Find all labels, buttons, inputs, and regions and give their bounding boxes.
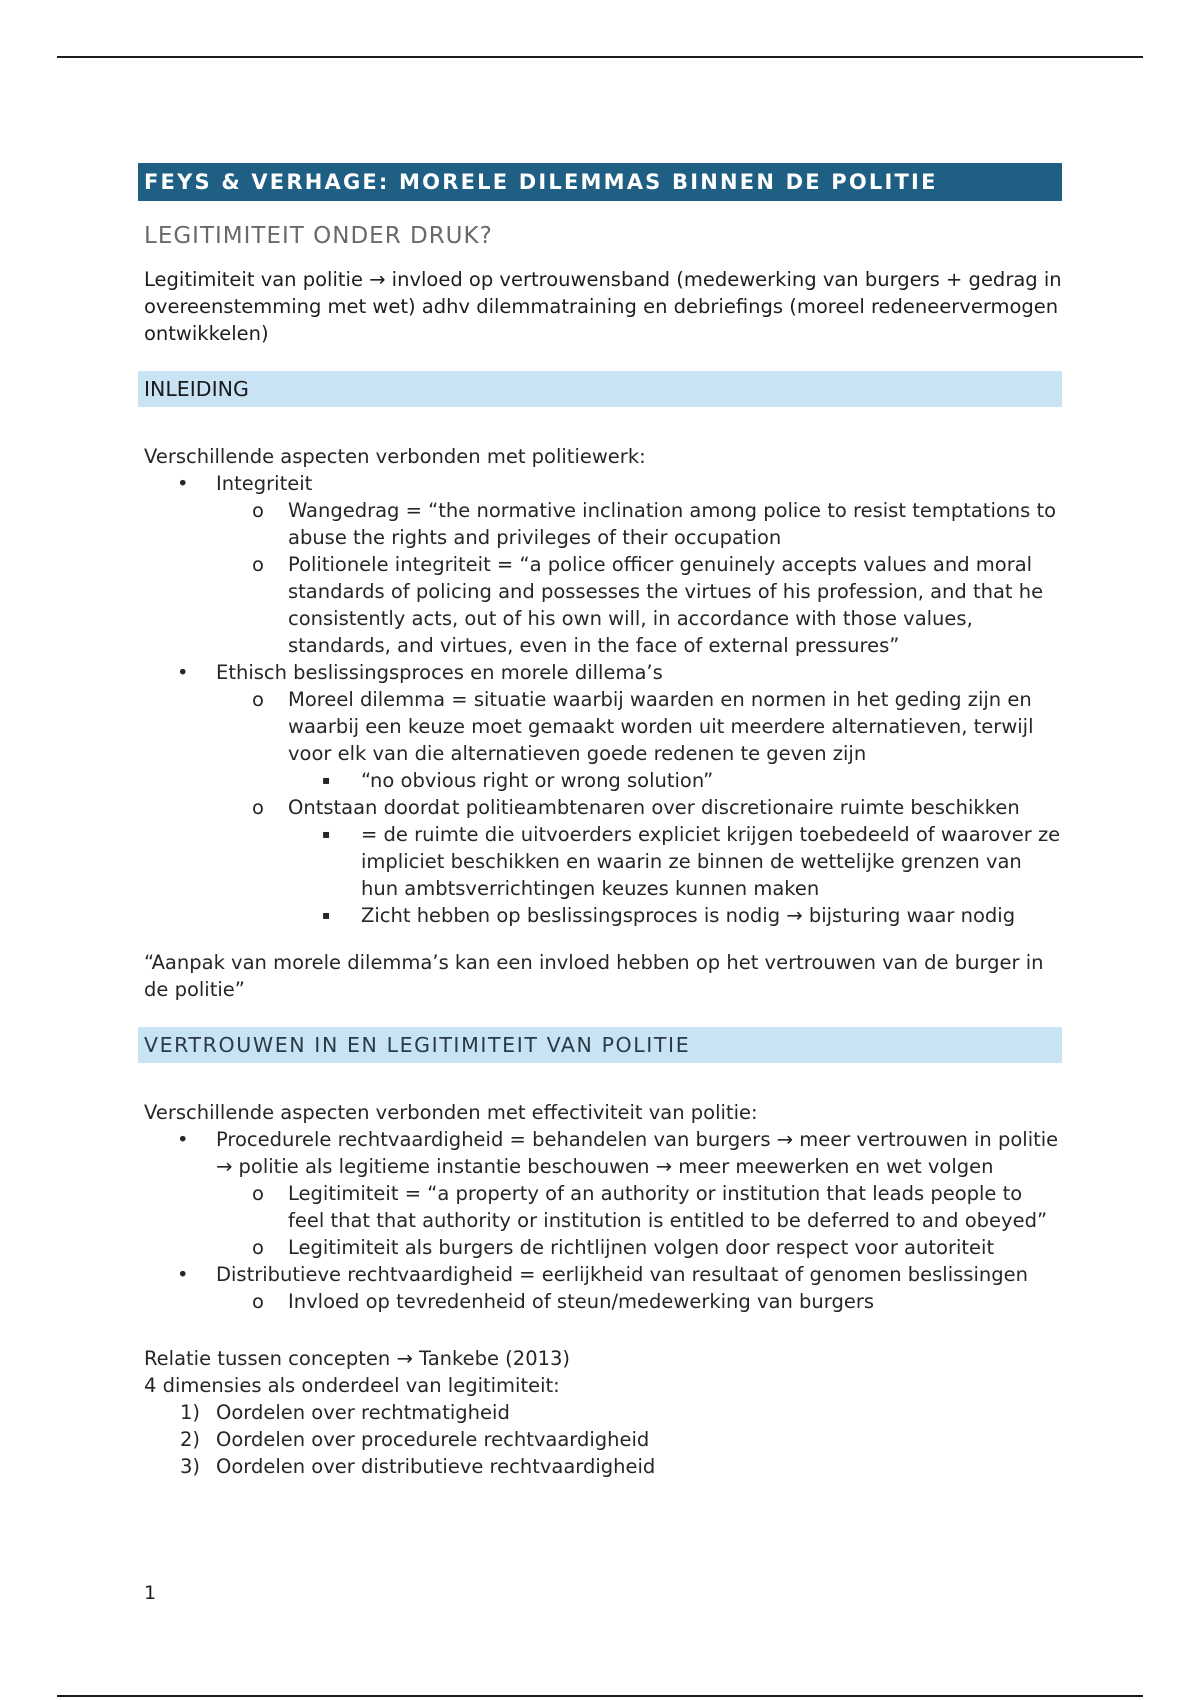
bullet-marker: ▪ bbox=[322, 827, 331, 841]
numbered-item-text: Oordelen over rechtmatigheid bbox=[216, 1401, 510, 1424]
list-item bbox=[138, 1126, 1062, 1180]
bullet-marker: • bbox=[177, 661, 189, 684]
bullet-marker: • bbox=[177, 1263, 189, 1286]
intro-paragraph: Legitimiteit van politie → invloed op vertrouwensband (medewerking van burgers + gedrag in overeenstemming met wet) adhv dilemmatraining en debriefings (moreel redeneervermogen ontwikkelen) bbox=[144, 268, 1062, 345]
list-item-text: Integriteit bbox=[216, 472, 313, 495]
bullet-marker: o bbox=[252, 553, 264, 576]
inleiding-lead: Verschillende aspecten verbonden met politiewerk: bbox=[144, 445, 646, 468]
bullet-marker: o bbox=[252, 1290, 264, 1313]
list-item-text: = de ruimte die uitvoerders expliciet krijgen toebedeeld of waarover ze impliciet beschikken en waarin ze binnen de wettelijke grenzen van hun ambtsverrichtingen keuzes kunnen maken bbox=[361, 823, 1061, 900]
list-item bbox=[138, 686, 1062, 767]
list-item-text: Procedurele rechtvaardigheid = behandelen van burgers → meer vertrouwen in politie → politie als legitieme instantie beschouwen → meer meewerken en wet volgen bbox=[216, 1128, 1059, 1178]
document-subtitle: LEGITIMITEIT ONDER DRUK? bbox=[144, 223, 493, 249]
numbered-item-text: Oordelen over procedurele rechtvaardigheid bbox=[216, 1428, 650, 1451]
bullet-marker: o bbox=[252, 1182, 264, 1205]
inleiding-quote: “Aanpak van morele dilemma’s kan een invloed hebben op het vertrouwen van de burger in de politie” bbox=[144, 951, 1044, 1001]
number-marker: 2) bbox=[180, 1428, 201, 1451]
list-item-text: Ethisch beslissingsproces en morele dillema’s bbox=[216, 661, 663, 684]
bullet-marker: o bbox=[252, 796, 264, 819]
bullet-marker: o bbox=[252, 499, 264, 522]
bullet-marker: • bbox=[177, 1128, 189, 1151]
bullet-marker: o bbox=[252, 688, 264, 711]
list-item-text: Legitimiteit als burgers de richtlijnen volgen door respect voor autoriteit bbox=[288, 1236, 995, 1259]
numbered-item bbox=[138, 1426, 1062, 1453]
list-item bbox=[138, 1288, 1062, 1315]
document-title: FEYS & VERHAGE: MORELE DILEMMAS BINNEN DE POLITIE bbox=[138, 163, 1062, 201]
list-item bbox=[138, 551, 1062, 659]
list-item-text: Legitimiteit = “a property of an authority or institution that leads people to feel that that authority or institution is entitled to be deferred to and obeyed” bbox=[288, 1182, 1048, 1232]
list-item bbox=[138, 1261, 1062, 1288]
bullet-marker: ▪ bbox=[322, 908, 331, 922]
numbered-item bbox=[138, 1399, 1062, 1426]
list-item-text: Wangedrag = “the normative inclination among police to resist temptations to abuse the rights and privileges of their occupation bbox=[288, 499, 1057, 549]
header-rule bbox=[57, 56, 1143, 58]
vertrouwen-lead: Verschillende aspecten verbonden met effectiviteit van politie: bbox=[144, 1101, 758, 1124]
bullet-marker: ▪ bbox=[322, 773, 331, 787]
list-item bbox=[138, 794, 1062, 821]
list-item bbox=[138, 902, 1062, 929]
list-item bbox=[138, 1234, 1062, 1261]
list-item-text: Invloed op tevredenheid of steun/medewerking van burgers bbox=[288, 1290, 874, 1313]
section-heading-inleiding: INLEIDING bbox=[138, 371, 1062, 407]
list-item-text: Moreel dilemma = situatie waarbij waarden en normen in het geding zijn en waarbij een keuze moet gemaakt worden uit meerdere alternatieven, terwijl voor elk van die alternatieven goede redenen te geven zijn bbox=[288, 688, 1034, 765]
dimensions-lead: 4 dimensies als onderdeel van legitimiteit: bbox=[144, 1374, 560, 1397]
list-item-text: Ontstaan doordat politieambtenaren over discretionaire ruimte beschikken bbox=[288, 796, 1020, 819]
section-heading-vertrouwen: VERTROUWEN IN EN LEGITIMITEIT VAN POLITIE bbox=[138, 1027, 1062, 1063]
list-item-text: Distributieve rechtvaardigheid = eerlijkheid van resultaat of genomen beslissingen bbox=[216, 1263, 1028, 1286]
list-item bbox=[138, 497, 1062, 551]
list-item bbox=[138, 767, 1062, 794]
number-marker: 3) bbox=[180, 1455, 201, 1478]
list-item bbox=[138, 821, 1062, 902]
relation-line: Relatie tussen concepten → Tankebe (2013) bbox=[144, 1347, 571, 1370]
list-item bbox=[138, 1180, 1062, 1234]
list-item-text: Zicht hebben op beslissingsproces is nodig → bijsturing waar nodig bbox=[361, 904, 1016, 927]
bullet-marker: o bbox=[252, 1236, 264, 1259]
number-marker: 1) bbox=[180, 1401, 201, 1424]
list-item bbox=[138, 470, 1062, 497]
footer-rule bbox=[57, 1695, 1143, 1697]
list-item bbox=[138, 659, 1062, 686]
numbered-item bbox=[138, 1453, 1062, 1480]
numbered-item-text: Oordelen over distributieve rechtvaardigheid bbox=[216, 1455, 656, 1478]
document-body bbox=[138, 163, 1062, 1480]
list-item-text: “no obvious right or wrong solution” bbox=[361, 769, 714, 792]
page-number: 1 bbox=[144, 1582, 157, 1604]
bullet-marker: • bbox=[177, 472, 189, 495]
list-item-text: Politionele integriteit = “a police officer genuinely accepts values and moral standards of policing and possesses the virtues of his profession, and that he consistently acts, out of his own will, in accordance with those values, standards, and virtues, even in the face of external pressures” bbox=[288, 553, 1044, 657]
